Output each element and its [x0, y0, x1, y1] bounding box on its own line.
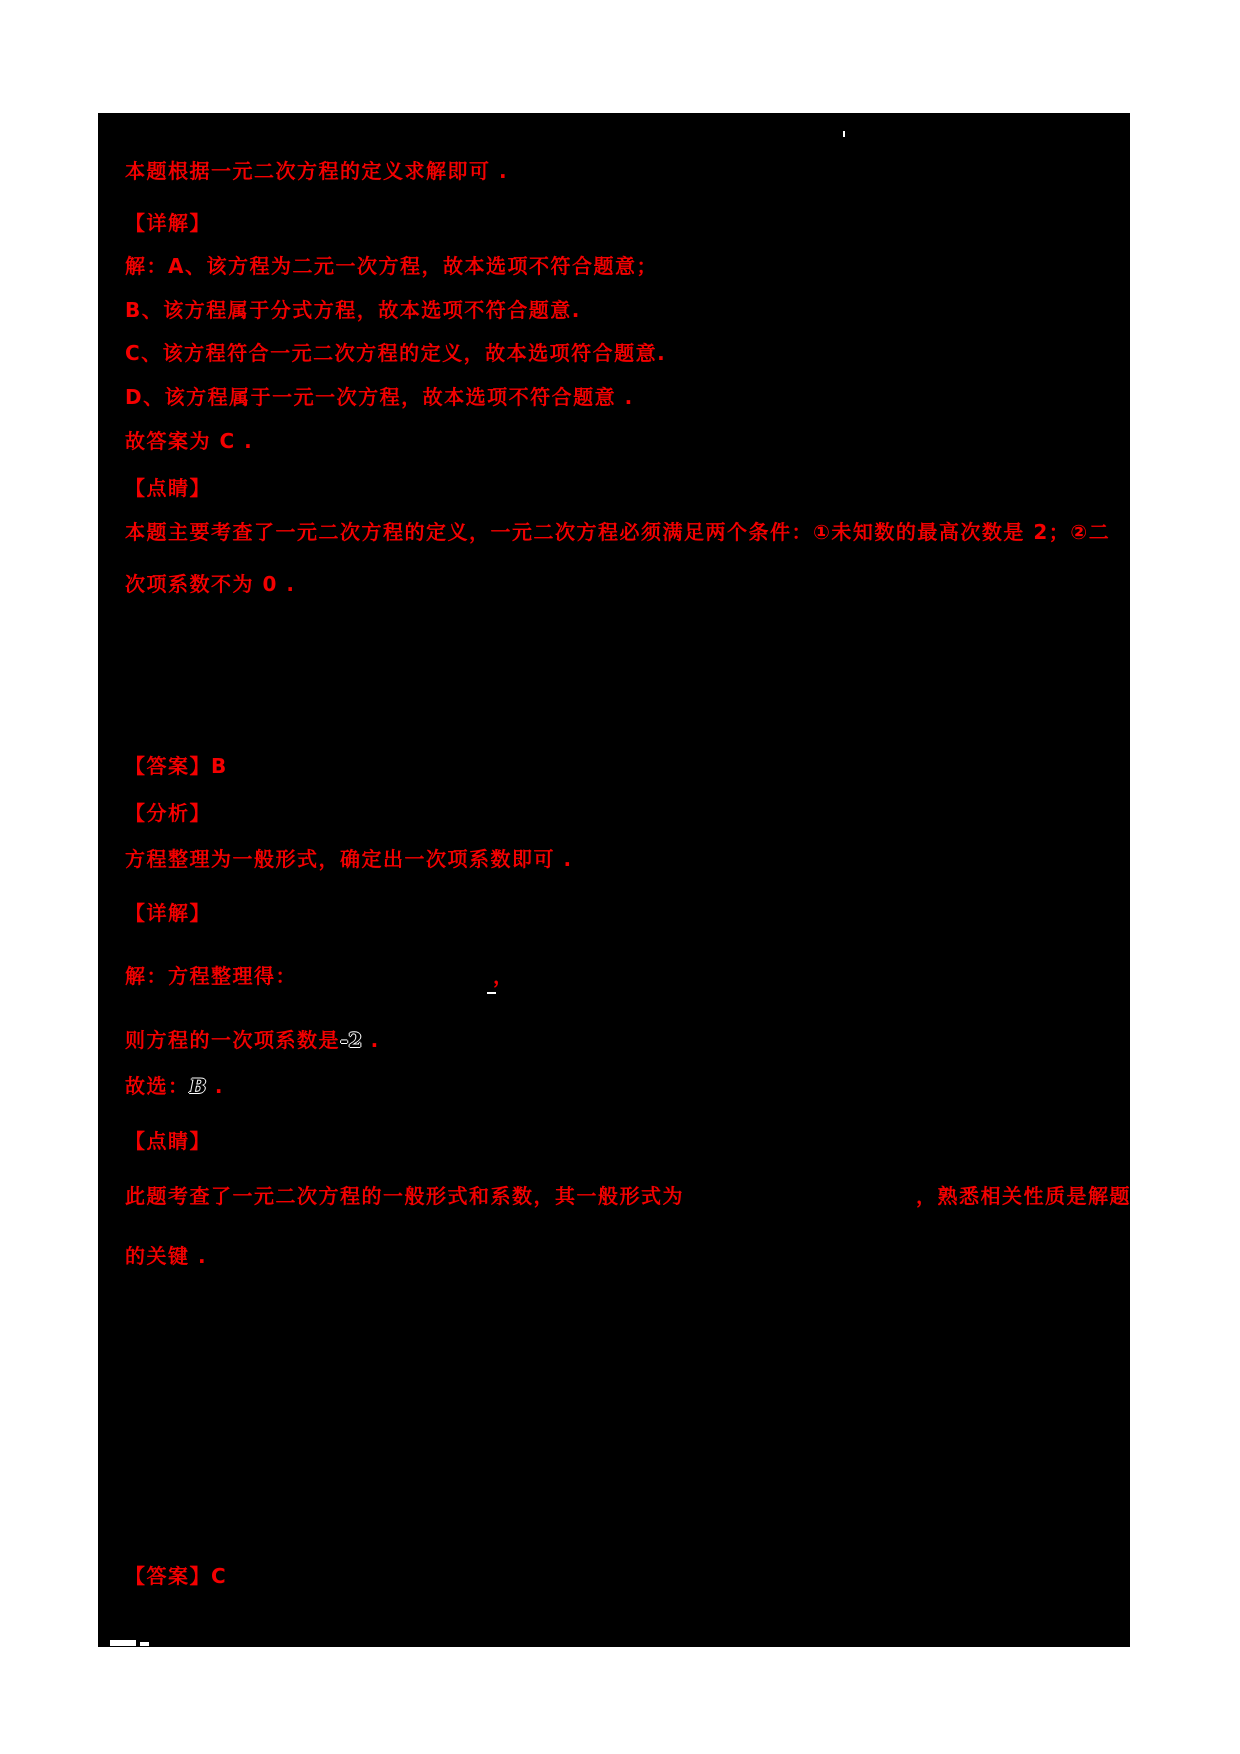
q2-answer-line: [125, 754, 228, 778]
q3-answer-value: C: [211, 1564, 228, 1588]
q2-choice-suffix: .: [206, 1074, 224, 1098]
q1-option-d: D、该方程属于一元一次方程，故本选项不符合题意 .: [125, 385, 634, 409]
q2-tip-line1-part2: ，熟悉相关性质是解题: [916, 1184, 1131, 1208]
q2-analysis-note: 方程整理为一般形式，确定出一次项系数即可 .: [125, 847, 573, 871]
q2-coeff-value: -2: [340, 1028, 363, 1052]
q1-tip-line2: 次项系数不为 0 .: [125, 572, 296, 596]
q1-conclusion: 故答案为 C .: [125, 429, 254, 453]
q2-answer-label: 【答案】: [125, 754, 211, 778]
white-tick-artifact: [843, 131, 845, 137]
q1-detail-label: 【详解】: [125, 211, 211, 235]
q2-choice-line: [125, 1074, 224, 1098]
q2-answer-value: B: [211, 754, 228, 778]
cutoff-text-artifact: [140, 1642, 149, 1646]
white-dash-artifact: [487, 992, 496, 994]
q2-coefficient-line: [125, 1028, 380, 1052]
q2-coeff-suffix: .: [362, 1028, 380, 1052]
q2-tip-line1: [125, 1184, 1131, 1208]
q1-tip-line1: 本题主要考查了一元二次方程的定义，一元二次方程必须满足两个条件：①未知数的最高次数是 2；②二: [125, 520, 1111, 544]
q2-coeff-prefix: 则方程的一次项系数是: [125, 1028, 340, 1052]
q2-choice-prefix: 故选：: [125, 1074, 190, 1098]
q1-option-a: 解：A、该方程为二元一次方程，故本选项不符合题意；: [125, 254, 658, 278]
q2-solve-comma: ，: [493, 964, 515, 988]
cutoff-text-artifact: [110, 1640, 136, 1646]
q1-option-c: C、该方程符合一元二次方程的定义，故本选项符合题意.: [125, 341, 667, 365]
q1-tip-label: 【点睛】: [125, 476, 211, 500]
q1-analysis-note: 本题根据一元二次方程的定义求解即可 .: [125, 159, 509, 183]
q1-option-b: B、该方程属于分式方程，故本选项不符合题意.: [125, 298, 581, 322]
q2-choice-value: B: [189, 1074, 207, 1098]
q2-tip-line2: 的关键 .: [125, 1244, 208, 1268]
q2-solve-line: [125, 964, 515, 988]
q2-tip-label: 【点睛】: [125, 1129, 211, 1153]
q2-tip-line1-part1: 此题考查了一元二次方程的一般形式和系数，其一般形式为: [125, 1184, 684, 1208]
q2-solve-prefix: 解：方程整理得：: [125, 964, 297, 988]
solution-text-panel: [98, 113, 1130, 1647]
q3-answer-label: 【答案】: [125, 1564, 211, 1588]
q2-analysis-label: 【分析】: [125, 801, 211, 825]
q3-answer-line: [125, 1564, 227, 1588]
q2-detail-label: 【详解】: [125, 901, 211, 925]
